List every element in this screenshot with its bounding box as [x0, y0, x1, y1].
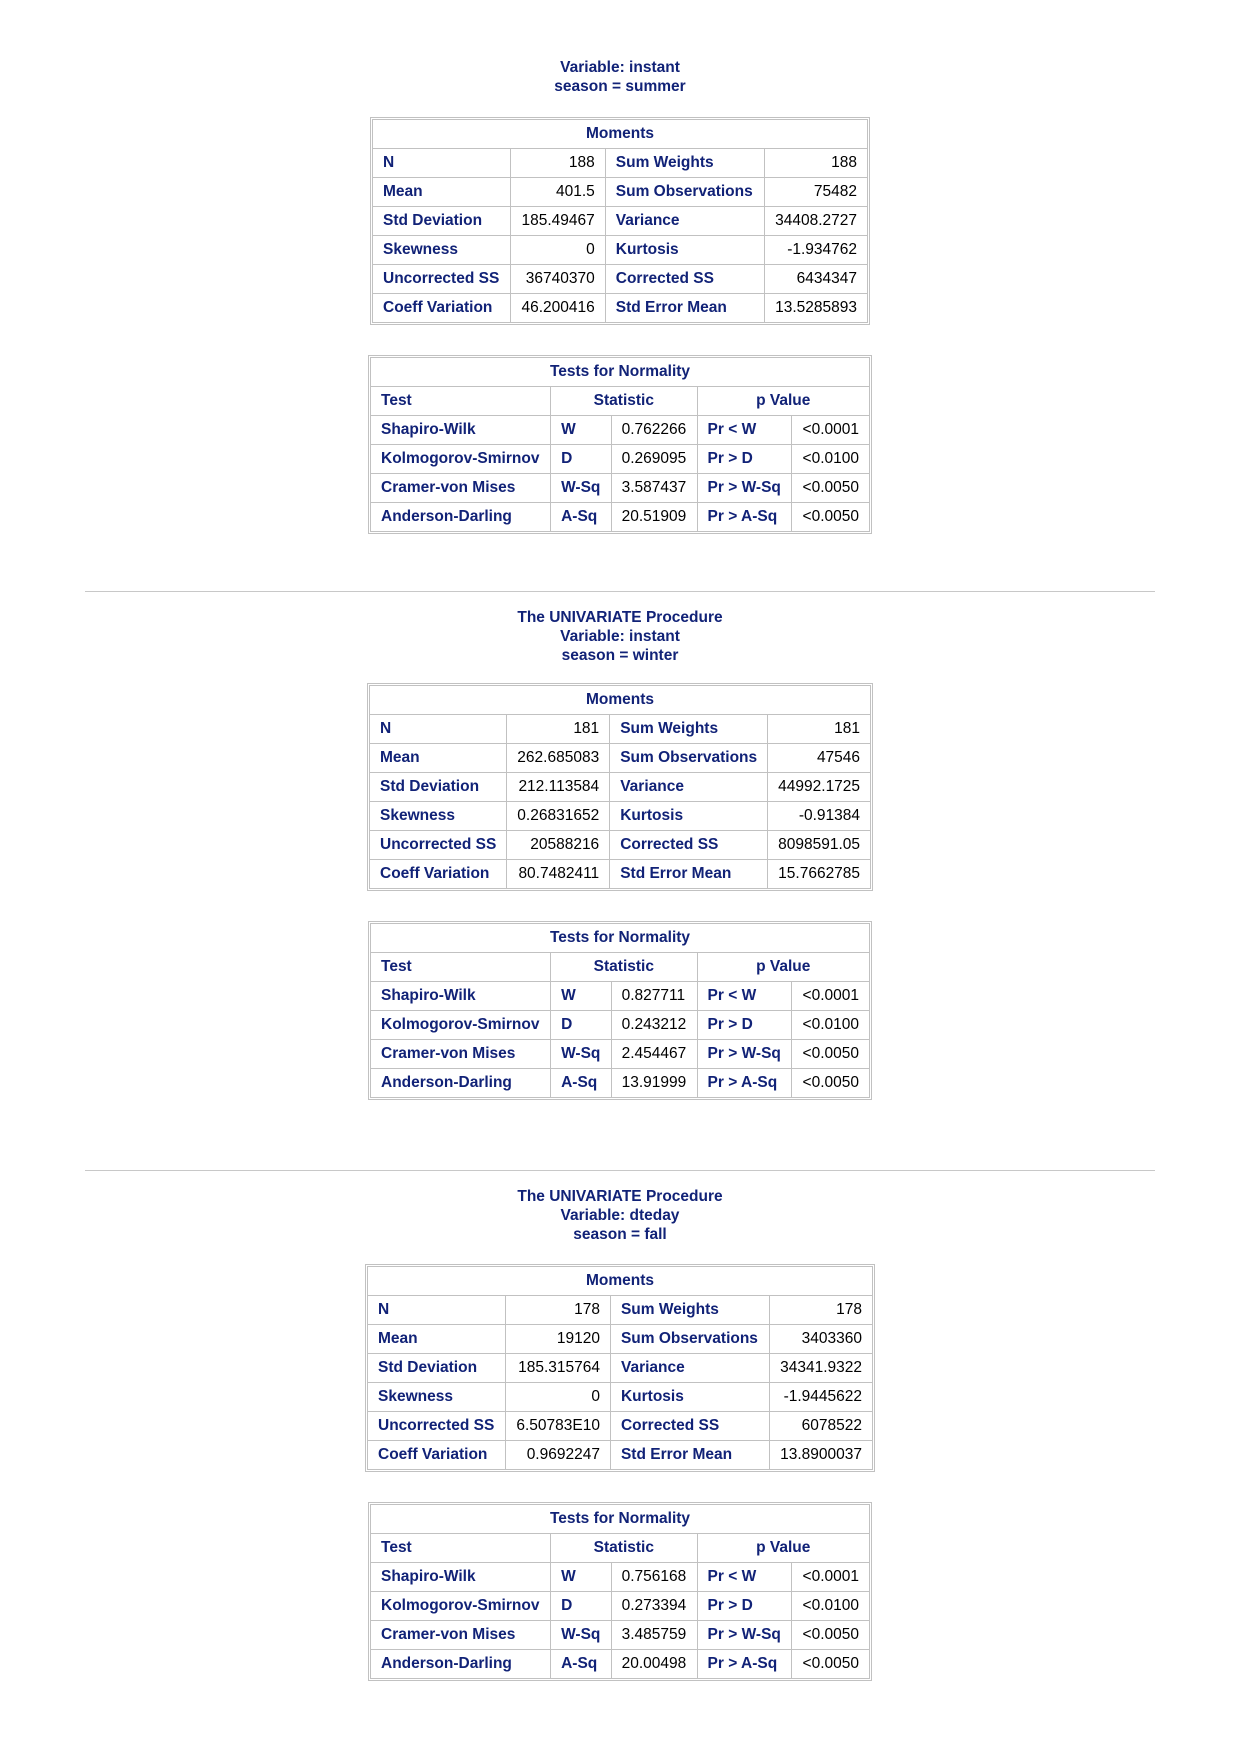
test-name: Cramer-von Mises — [371, 1040, 551, 1069]
p-label: Pr < W — [697, 1563, 792, 1592]
stat-label: Std Deviation — [370, 773, 507, 802]
stat-value: 6434347 — [764, 265, 867, 294]
stat-value: 13.5285893 — [764, 294, 867, 323]
moments-table — [367, 1266, 873, 1470]
section-title — [0, 608, 1240, 665]
statistic-value: 20.00498 — [611, 1650, 697, 1679]
stat-value: 0 — [511, 236, 606, 265]
test-name: Anderson-Darling — [371, 1650, 551, 1679]
stat-value: 178 — [769, 1296, 872, 1325]
statistic-value: 13.91999 — [611, 1069, 697, 1098]
statistic-symbol: W — [551, 416, 612, 445]
stat-value: 0.26831652 — [507, 802, 610, 831]
p-value: <0.0001 — [792, 1563, 870, 1592]
stat-value: -0.91384 — [768, 802, 871, 831]
stat-value: 3403360 — [769, 1325, 872, 1354]
stat-label: Kurtosis — [605, 236, 764, 265]
section-title — [0, 58, 1240, 96]
table-row — [368, 1441, 873, 1470]
table-row — [371, 1621, 870, 1650]
stat-value: 20588216 — [507, 831, 610, 860]
stat-value: 19120 — [505, 1325, 610, 1354]
stat-value: 212.113584 — [507, 773, 610, 802]
statistic-value: 0.243212 — [611, 1011, 697, 1040]
table-row — [373, 236, 868, 265]
statistic-value: 2.454467 — [611, 1040, 697, 1069]
title-line: season = winter — [561, 647, 679, 664]
section-divider — [85, 591, 1155, 592]
stat-value: 13.8900037 — [769, 1441, 872, 1470]
statistic-value: 0.756168 — [611, 1563, 697, 1592]
stat-label: Coeff Variation — [370, 860, 507, 889]
table-row — [368, 1354, 873, 1383]
stat-label: Std Deviation — [368, 1354, 506, 1383]
p-label: Pr > D — [697, 445, 792, 474]
stat-value: 80.7482411 — [507, 860, 610, 889]
statistic-symbol: A-Sq — [551, 1650, 612, 1679]
p-label: Pr > W-Sq — [697, 474, 792, 503]
table-row — [370, 802, 871, 831]
column-header: p Value — [697, 387, 869, 416]
stat-label: Variance — [610, 773, 768, 802]
p-label: Pr < W — [697, 982, 792, 1011]
stat-label: Std Error Mean — [610, 860, 768, 889]
column-header: Statistic — [551, 387, 697, 416]
table-row — [370, 744, 871, 773]
statistic-value: 0.273394 — [611, 1592, 697, 1621]
stat-label: Corrected SS — [610, 1412, 769, 1441]
stat-value: 188 — [764, 149, 867, 178]
stat-value: 6078522 — [769, 1412, 872, 1441]
test-name: Anderson-Darling — [371, 503, 551, 532]
stat-label: N — [373, 149, 511, 178]
stat-label: Sum Observations — [610, 744, 768, 773]
statistic-symbol: A-Sq — [551, 503, 612, 532]
statistic-value: 3.485759 — [611, 1621, 697, 1650]
stat-value: 34408.2727 — [764, 207, 867, 236]
table-row — [371, 1563, 870, 1592]
stat-label: Coeff Variation — [368, 1441, 506, 1470]
normality-table — [370, 923, 870, 1098]
statistic-value: 20.51909 — [611, 503, 697, 532]
p-value: <0.0100 — [792, 1592, 870, 1621]
p-value: <0.0050 — [792, 1040, 870, 1069]
stat-value: -1.934762 — [764, 236, 867, 265]
table-row — [368, 1296, 873, 1325]
p-label: Pr > W-Sq — [697, 1621, 792, 1650]
statistic-symbol: D — [551, 1592, 612, 1621]
table-caption: Tests for Normality — [371, 1505, 870, 1534]
table-row — [373, 149, 868, 178]
test-name: Kolmogorov-Smirnov — [371, 445, 551, 474]
title-line: The UNIVARIATE Procedure — [517, 1188, 723, 1205]
table-row — [371, 474, 870, 503]
table-caption: Moments — [373, 120, 868, 149]
normality-table — [370, 1504, 870, 1679]
stat-value: 0 — [505, 1383, 610, 1412]
test-name: Kolmogorov-Smirnov — [371, 1592, 551, 1621]
table-header-row — [371, 387, 870, 416]
table-header-row — [371, 953, 870, 982]
p-value: <0.0001 — [792, 982, 870, 1011]
stat-label: Std Deviation — [373, 207, 511, 236]
p-label: Pr > D — [697, 1011, 792, 1040]
table-caption: Moments — [370, 686, 871, 715]
stat-value: 262.685083 — [507, 744, 610, 773]
stat-label: Sum Weights — [605, 149, 764, 178]
table-row — [368, 1383, 873, 1412]
column-header: Test — [371, 387, 551, 416]
stat-value: 36740370 — [511, 265, 606, 294]
stat-value: 178 — [505, 1296, 610, 1325]
stat-label: Sum Observations — [605, 178, 764, 207]
stat-label: Kurtosis — [610, 802, 768, 831]
test-name: Shapiro-Wilk — [371, 1563, 551, 1592]
stat-value: 181 — [768, 715, 871, 744]
table-row — [371, 1040, 870, 1069]
table-row — [370, 773, 871, 802]
stat-label: N — [370, 715, 507, 744]
normality-table — [370, 357, 870, 532]
table-row — [373, 294, 868, 323]
table-row — [371, 1650, 870, 1679]
test-name: Shapiro-Wilk — [371, 416, 551, 445]
stat-value: 185.315764 — [505, 1354, 610, 1383]
statistic-value: 0.762266 — [611, 416, 697, 445]
stat-value: 46.200416 — [511, 294, 606, 323]
section-title — [0, 1187, 1240, 1244]
column-header: Test — [371, 953, 551, 982]
statistic-symbol: W — [551, 982, 612, 1011]
table-caption: Tests for Normality — [371, 358, 870, 387]
stat-label: Mean — [368, 1325, 506, 1354]
column-header: Test — [371, 1534, 551, 1563]
table-row — [371, 503, 870, 532]
p-label: Pr > D — [697, 1592, 792, 1621]
title-line: Variable: instant — [560, 628, 680, 645]
stat-label: Variance — [610, 1354, 769, 1383]
p-value: <0.0100 — [792, 445, 870, 474]
title-line: The UNIVARIATE Procedure — [517, 609, 723, 626]
stat-label: Kurtosis — [610, 1383, 769, 1412]
table-row — [373, 207, 868, 236]
table-row — [368, 1412, 873, 1441]
stat-label: Uncorrected SS — [373, 265, 511, 294]
moments-table — [369, 685, 871, 889]
section-divider — [85, 1170, 1155, 1171]
p-label: Pr > A-Sq — [697, 1650, 792, 1679]
statistic-symbol: D — [551, 445, 612, 474]
test-name: Anderson-Darling — [371, 1069, 551, 1098]
statistic-symbol: W — [551, 1563, 612, 1592]
stat-value: 401.5 — [511, 178, 606, 207]
column-header: Statistic — [551, 953, 697, 982]
column-header: Statistic — [551, 1534, 697, 1563]
table-row — [371, 1069, 870, 1098]
table-row — [373, 178, 868, 207]
p-value: <0.0050 — [792, 1650, 870, 1679]
table-row — [371, 1592, 870, 1621]
stat-value: 185.49467 — [511, 207, 606, 236]
stat-value: 44992.1725 — [768, 773, 871, 802]
test-name: Cramer-von Mises — [371, 474, 551, 503]
stat-label: Uncorrected SS — [368, 1412, 506, 1441]
stat-value: 8098591.05 — [768, 831, 871, 860]
title-line: Variable: dteday — [560, 1207, 680, 1224]
statistic-symbol: A-Sq — [551, 1069, 612, 1098]
table-row — [373, 265, 868, 294]
table-row — [371, 1011, 870, 1040]
stat-label: Corrected SS — [610, 831, 768, 860]
table-row — [371, 445, 870, 474]
stat-label: Coeff Variation — [373, 294, 511, 323]
p-value: <0.0050 — [792, 1069, 870, 1098]
table-header-row — [371, 1534, 870, 1563]
test-name: Kolmogorov-Smirnov — [371, 1011, 551, 1040]
stat-value: 6.50783E10 — [505, 1412, 610, 1441]
moments-table — [372, 119, 868, 323]
stat-value: -1.9445622 — [769, 1383, 872, 1412]
title-line: Variable: instant — [560, 59, 680, 76]
stat-label: Std Error Mean — [610, 1441, 769, 1470]
table-row — [371, 416, 870, 445]
statistic-symbol: W-Sq — [551, 474, 612, 503]
stat-value: 34341.9322 — [769, 1354, 872, 1383]
p-value: <0.0050 — [792, 1621, 870, 1650]
stat-label: Uncorrected SS — [370, 831, 507, 860]
table-row — [368, 1325, 873, 1354]
stat-value: 0.9692247 — [505, 1441, 610, 1470]
statistic-symbol: W-Sq — [551, 1621, 612, 1650]
stat-label: Sum Observations — [610, 1325, 769, 1354]
stat-label: Mean — [373, 178, 511, 207]
stat-label: Skewness — [368, 1383, 506, 1412]
stat-value: 181 — [507, 715, 610, 744]
table-caption: Tests for Normality — [371, 924, 870, 953]
stat-value: 188 — [511, 149, 606, 178]
statistic-symbol: W-Sq — [551, 1040, 612, 1069]
title-line: season = summer — [554, 78, 686, 95]
stat-value: 15.7662785 — [768, 860, 871, 889]
statistic-symbol: D — [551, 1011, 612, 1040]
table-caption: Moments — [368, 1267, 873, 1296]
table-row — [370, 831, 871, 860]
stat-label: Std Error Mean — [605, 294, 764, 323]
stat-label: Variance — [605, 207, 764, 236]
p-value: <0.0050 — [792, 474, 870, 503]
test-name: Shapiro-Wilk — [371, 982, 551, 1011]
stat-label: N — [368, 1296, 506, 1325]
stat-label: Skewness — [373, 236, 511, 265]
statistic-value: 3.587437 — [611, 474, 697, 503]
statistic-value: 0.827711 — [611, 982, 697, 1011]
table-row — [370, 715, 871, 744]
p-label: Pr > W-Sq — [697, 1040, 792, 1069]
table-row — [370, 860, 871, 889]
title-line: season = fall — [573, 1226, 667, 1243]
stat-value: 47546 — [768, 744, 871, 773]
p-label: Pr < W — [697, 416, 792, 445]
p-label: Pr > A-Sq — [697, 503, 792, 532]
p-label: Pr > A-Sq — [697, 1069, 792, 1098]
stat-label: Sum Weights — [610, 715, 768, 744]
stat-value: 75482 — [764, 178, 867, 207]
p-value: <0.0001 — [792, 416, 870, 445]
stat-label: Corrected SS — [605, 265, 764, 294]
table-row — [371, 982, 870, 1011]
test-name: Cramer-von Mises — [371, 1621, 551, 1650]
column-header: p Value — [697, 953, 869, 982]
column-header: p Value — [697, 1534, 869, 1563]
stat-label: Skewness — [370, 802, 507, 831]
p-value: <0.0100 — [792, 1011, 870, 1040]
p-value: <0.0050 — [792, 503, 870, 532]
statistic-value: 0.269095 — [611, 445, 697, 474]
stat-label: Mean — [370, 744, 507, 773]
stat-label: Sum Weights — [610, 1296, 769, 1325]
